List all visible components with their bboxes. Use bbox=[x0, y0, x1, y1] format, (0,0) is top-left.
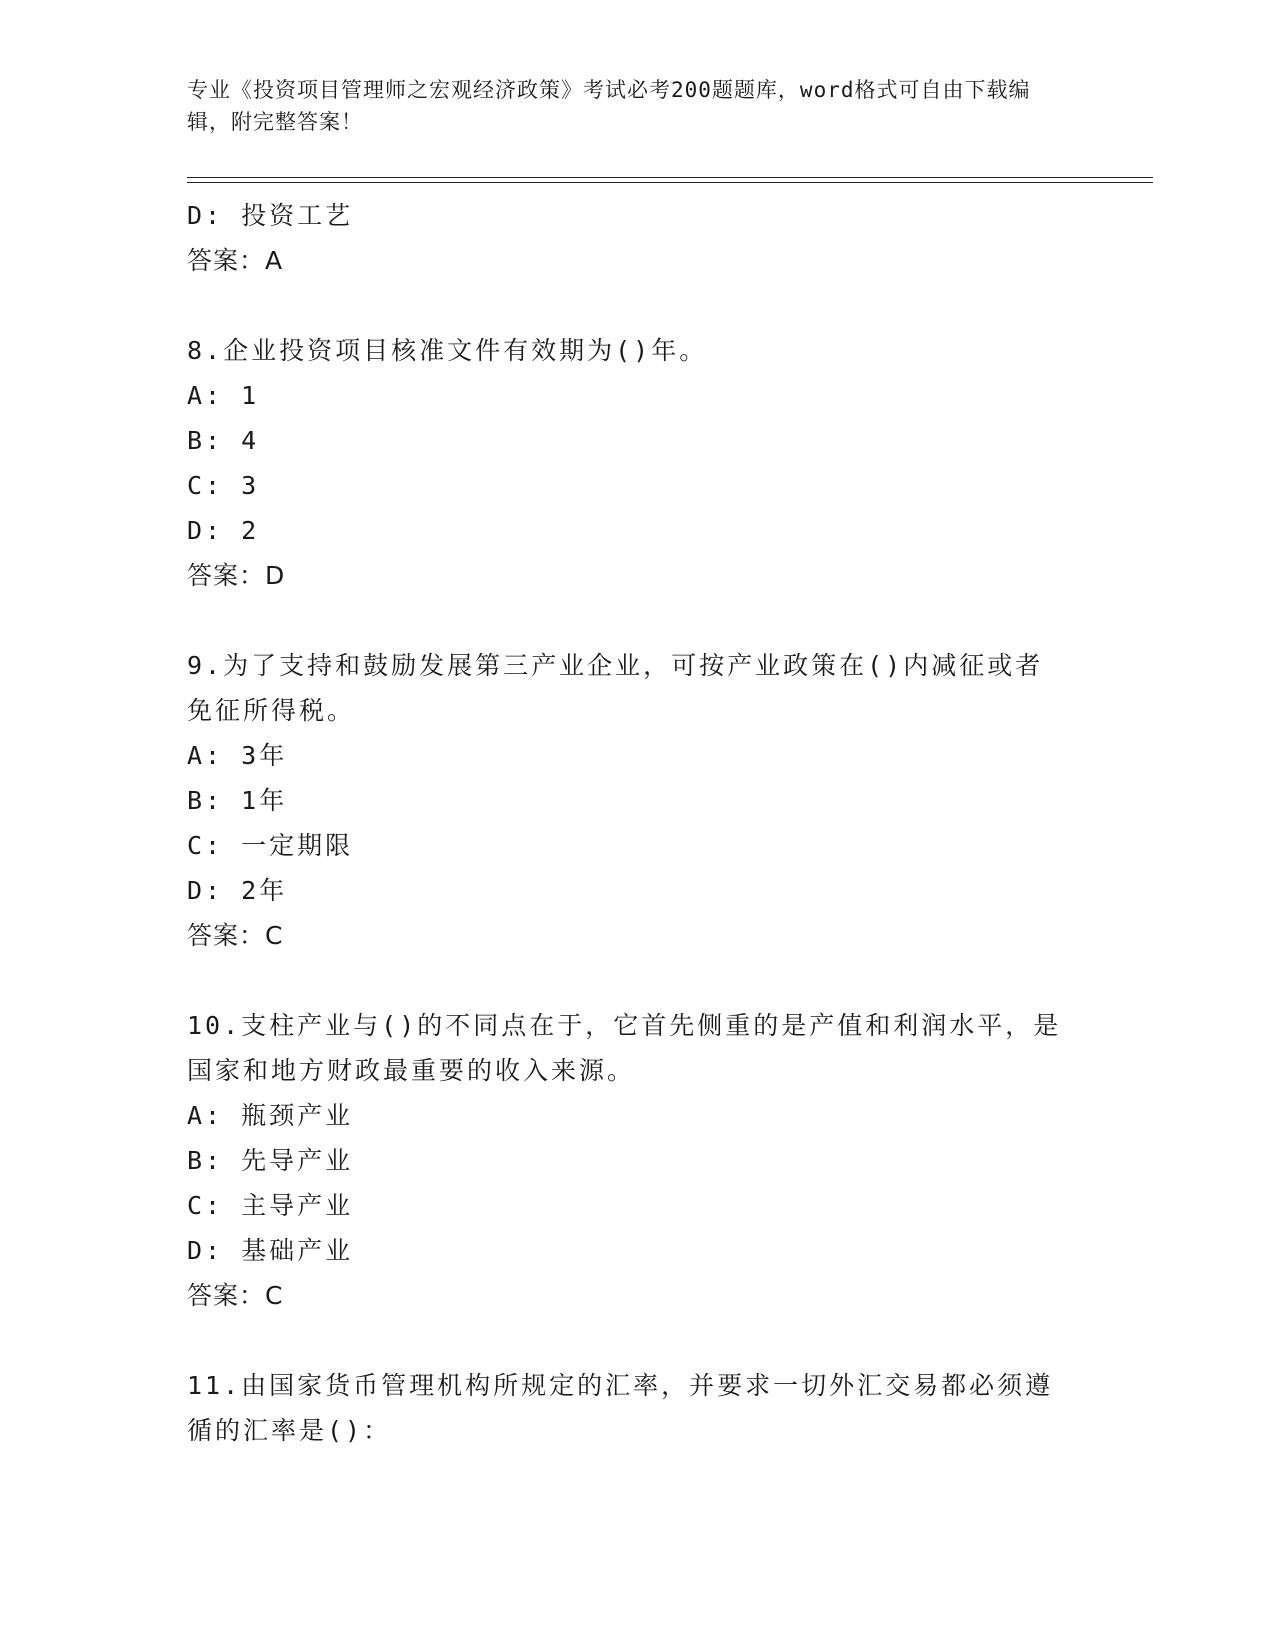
question-text-line-2: 循的汇率是()： bbox=[187, 1416, 392, 1445]
answer-line: 答案：A bbox=[187, 246, 284, 275]
option-a: A: 1 bbox=[187, 381, 260, 410]
option-d: D: 2 bbox=[187, 516, 260, 545]
spacer bbox=[187, 958, 1087, 1003]
answer-line: 答案：D bbox=[187, 561, 286, 590]
header-divider-top bbox=[187, 177, 1153, 178]
question-9 bbox=[187, 643, 1087, 958]
option-a: A: 3年 bbox=[187, 741, 288, 770]
question-text-line-1: 11.由国家货币管理机构所规定的汇率，并要求一切外汇交易都必须遵 bbox=[187, 1371, 1054, 1400]
question-11 bbox=[187, 1363, 1087, 1453]
header-divider-bottom bbox=[187, 182, 1153, 183]
question-list bbox=[187, 193, 1087, 1453]
question-text-line-2: 国家和地方财政最重要的收入来源。 bbox=[187, 1056, 636, 1085]
option-b: B: 1年 bbox=[187, 786, 288, 815]
question-8 bbox=[187, 328, 1087, 598]
answer-line: 答案：C bbox=[187, 1281, 284, 1310]
question-text-line-2: 免征所得税。 bbox=[187, 696, 356, 725]
answer-line: 答案：C bbox=[187, 921, 284, 950]
spacer bbox=[187, 283, 1087, 328]
question-10 bbox=[187, 1003, 1087, 1318]
option-c: C: 一定期限 bbox=[187, 831, 354, 860]
document-header: 专业《投资项目管理师之宏观经济政策》考试必考200题题库，word格式可自由下载编辑，附完整答案！ bbox=[187, 78, 1031, 134]
option-d: D: 投资工艺 bbox=[187, 201, 354, 230]
previous-question-tail bbox=[187, 193, 1087, 283]
option-d: D: 基础产业 bbox=[187, 1236, 354, 1265]
option-b: B: 先导产业 bbox=[187, 1146, 354, 1175]
option-c: C: 3 bbox=[187, 471, 260, 500]
question-text-line-1: 9.为了支持和鼓励发展第三产业企业，可按产业政策在()内减征或者 bbox=[187, 651, 1044, 680]
option-b: B: 4 bbox=[187, 426, 260, 455]
option-d: D: 2年 bbox=[187, 876, 288, 905]
spacer bbox=[187, 598, 1087, 643]
option-a: A: 瓶颈产业 bbox=[187, 1101, 354, 1130]
spacer bbox=[187, 1318, 1087, 1363]
question-text-line-1: 10.支柱产业与()的不同点在于，它首先侧重的是产值和利润水平，是 bbox=[187, 1011, 1062, 1040]
question-text: 8.企业投资项目核准文件有效期为()年。 bbox=[187, 336, 708, 365]
option-c: C: 主导产业 bbox=[187, 1191, 354, 1220]
